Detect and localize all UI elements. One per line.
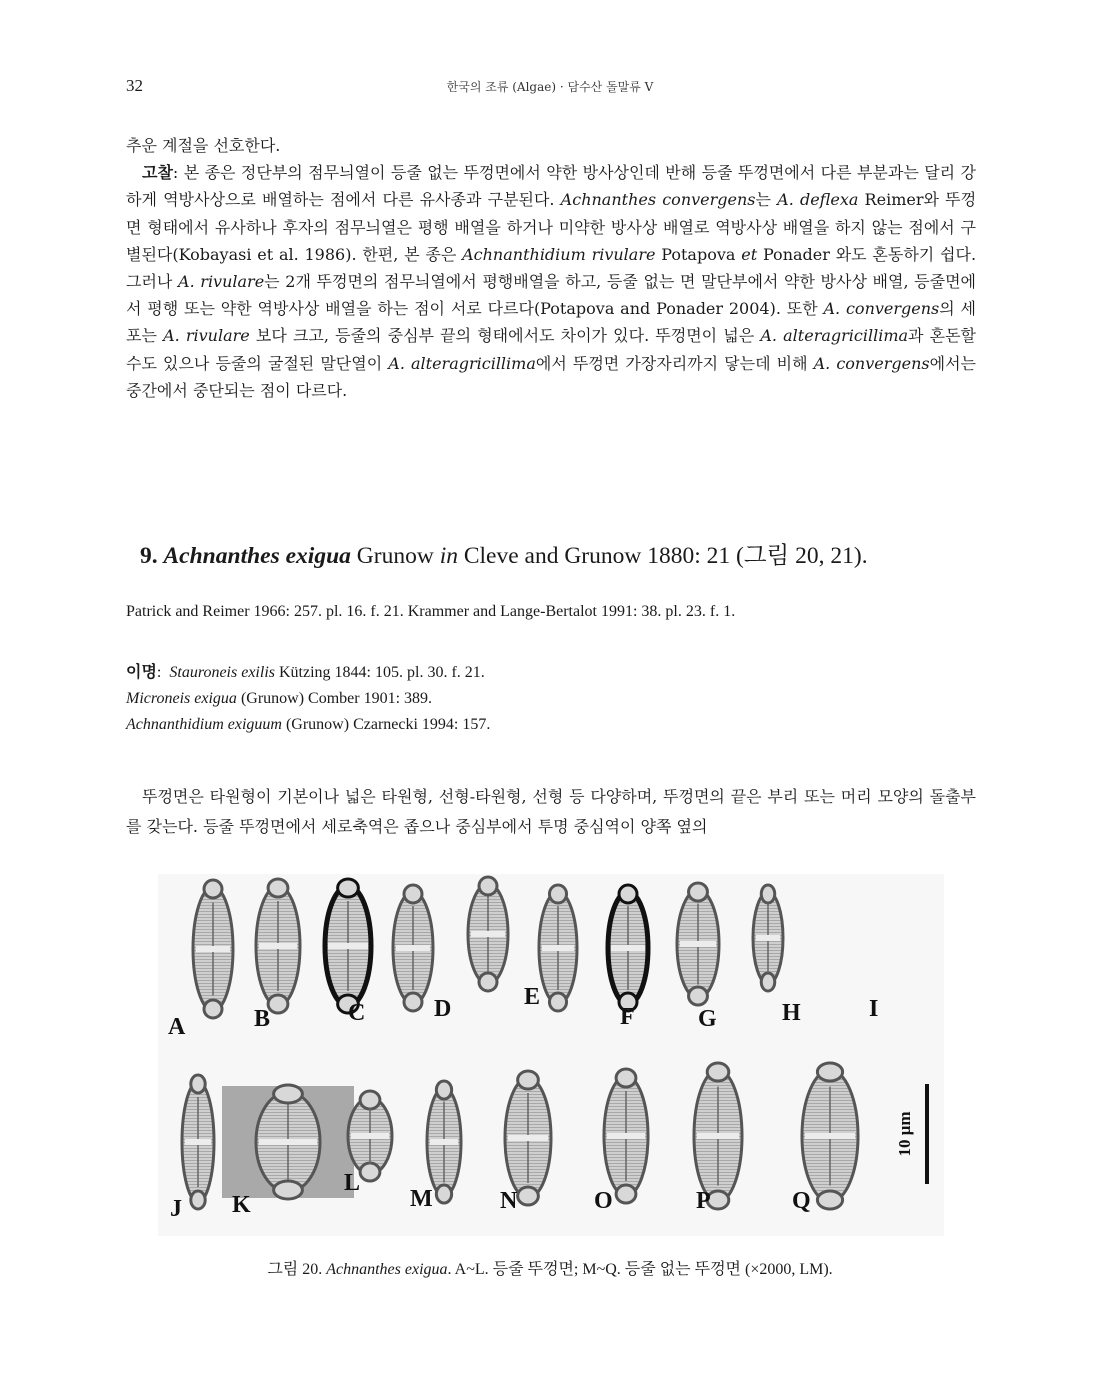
synonym-label: 이명: [126, 664, 157, 681]
valve-apex: [761, 885, 775, 903]
synonym-citation: (Grunow) Czarnecki 1994: 157.: [281, 716, 491, 733]
species-number: 9.: [140, 543, 158, 569]
valve-apex: [204, 1000, 222, 1018]
discussion-label: 고찰: [142, 163, 173, 183]
synonym-row: [126, 686, 490, 712]
panel-label-m: M: [410, 1186, 433, 1212]
discussion-text: 과 혼돈할 수도 있으나 등줄의 굴절된 말단열이: [126, 326, 977, 373]
valve-apex: [549, 993, 566, 1011]
valve-apex: [817, 1191, 842, 1209]
species-heading: [140, 536, 868, 570]
taxon-name: A. alteragricillima: [760, 326, 909, 346]
discussion-text: 는 2개 뚜껑면의 점무늬열에서 평행배열을 하고, 등줄 없는 면 말단부에서 약한 방사상 배열, 등줄면에서 평행 또는 약한 역방사상 배열을 하는 점이 서로 다르다(Potapova and Ponader 2004). 또한: [126, 272, 976, 319]
diatom-cell-a: [193, 880, 233, 1018]
panel-label-k: K: [232, 1192, 251, 1218]
valve-apex: [268, 879, 288, 897]
panel-label-j: J: [170, 1196, 182, 1222]
central-area: [508, 1135, 548, 1141]
panel-label-q: Q: [792, 1188, 811, 1214]
taxon-name: Achnanthidium rivulare: [462, 244, 656, 264]
panel-label-l: L: [344, 1170, 361, 1196]
taxon-name: A. convergens: [823, 299, 940, 319]
synonym-row: 이명: Stauroneis exilis Kützing 1844: 105. pl. 30. f. 21.: [126, 664, 485, 681]
taxon-name: A. deflexa: [777, 190, 859, 210]
valve-apex: [360, 1091, 380, 1109]
synonym-name: Stauroneis exilis: [169, 664, 275, 681]
taxon-name: A. convergens: [813, 353, 930, 373]
valve-apex: [436, 1081, 451, 1099]
discussion-text: Reimer와 뚜껑면 형태에서 유사하나 후자의 점무늬열은 평행 배열을 하거나 미약한 방사상 배열로 역방사상 배열을 하지 않는 점에서 구별된다(Kobayasi et al. 1986). 한편, 본 종은: [126, 190, 977, 264]
discussion-text: Potapova: [655, 244, 742, 264]
synonym-citation: Kützing 1844: 105. pl. 30. f. 21.: [275, 664, 485, 681]
valve-apex: [191, 1075, 205, 1093]
discussion-paragraph: [126, 159, 976, 404]
synonym-citation: (Grunow) Comber 1901: 389.: [236, 690, 433, 707]
diatom-cell-k: [222, 1085, 354, 1199]
taxon-name: A. rivulare: [163, 326, 250, 346]
valve-apex: [616, 1185, 636, 1203]
discussion-text: 의 세포는: [126, 299, 976, 346]
central-area: [471, 931, 505, 937]
valve-apex: [338, 879, 359, 897]
discussion-text: 에서는 중간에서 중단되는 점이 다르다.: [126, 353, 976, 400]
references-line: Patrick and Reimer 1966: 257. pl. 16. f. 21. Krammer and Lange-Bertalot 1991: 38. pl. 23. f. 1.: [126, 603, 736, 620]
figure-caption: [0, 1256, 1100, 1279]
discussion-text: 에서 뚜껑면 가장자리까지 닿는데 비해: [535, 353, 814, 373]
synonym-row: [126, 712, 490, 738]
valve-apex: [274, 1085, 303, 1103]
diatom-cell-m: [427, 1081, 461, 1203]
synonym-name: Microneis exigua: [126, 690, 237, 707]
diatom-figure: [158, 874, 944, 1236]
scale-bar-label: 10 μm: [895, 1111, 914, 1157]
panel-label-b: B: [254, 1006, 271, 1032]
diatom-cell-i: [753, 885, 783, 991]
diatom-cell-g: [608, 885, 648, 1011]
valve-apex: [518, 1071, 539, 1089]
valve-apex: [689, 987, 708, 1005]
caption-text: . A~L. 등줄 뚜껑면; M~Q. 등줄 없는 뚜껑면 (×2000, LM).: [447, 1261, 833, 1278]
central-area: [351, 1133, 389, 1139]
valve-apex: [436, 1185, 451, 1203]
valve-apex: [479, 973, 497, 991]
diatom-cell-f: [539, 885, 577, 1011]
central-area: [259, 1139, 317, 1145]
description-paragraph: 뚜껑면은 타원형이 기본이나 넓은 타원형, 선형-타원형, 선형 등 다양하며, 뚜껑면의 끝은 부리 또는 머리 모양의 돌출부를 갖는다. 등줄 뚜껑면에서 세로축역은 좁으나 중심부에서 투명 중심역이 양쪽 옆의: [126, 787, 976, 836]
central-area: [259, 943, 297, 949]
diatom-cell-j: [182, 1075, 214, 1209]
central-area: [396, 945, 430, 951]
central-area: [607, 1133, 645, 1139]
valve-apex: [274, 1181, 303, 1199]
valve-apex: [707, 1063, 729, 1081]
in-italic: in: [439, 543, 458, 569]
valve-apex: [616, 1069, 636, 1087]
et-italic: et: [741, 244, 758, 264]
central-area: [328, 943, 368, 949]
valve-apex: [761, 973, 775, 991]
panel-label-f: F: [620, 1004, 635, 1030]
taxon-name: Achnanthes convergens: [560, 190, 756, 210]
central-area: [430, 1139, 458, 1145]
discussion-text: 보다 크고, 등줄의 중심부 끝의 형태에서도 차이가 있다. 뚜껑면이 넓은: [249, 326, 761, 346]
central-area: [196, 946, 230, 952]
discussion-text: : 본 종은 정단부의 점무늬열이 등줄 없는 뚜껑면에서 약한 방사상인데 반해 등줄 뚜껑면에서 다른 부분과는 달리 강하게 역방사상으로 배열하는 점에서 다른 유사종과 구분된다.: [126, 163, 976, 210]
species-author: Grunow: [350, 543, 440, 569]
synonyms-block: [126, 660, 490, 738]
intro-continuation: 추운 계절을 선호한다.: [126, 136, 281, 155]
page-number: 32: [126, 76, 143, 95]
valve-apex: [268, 995, 288, 1013]
micrograph-plate: [158, 874, 944, 1236]
panel-label-a: A: [168, 1014, 186, 1040]
central-area: [542, 945, 574, 951]
panel-label-c: C: [348, 1000, 366, 1026]
panel-label-h: H: [782, 1000, 801, 1026]
central-area: [185, 1139, 211, 1145]
description-block: [126, 782, 976, 842]
valve-apex: [204, 880, 222, 898]
panel-label-e: E: [524, 984, 541, 1010]
discussion-text: 는: [755, 190, 778, 210]
central-area: [611, 945, 645, 951]
panel-label-d: D: [434, 996, 452, 1022]
valve-apex: [404, 993, 422, 1011]
valve-apex: [404, 885, 422, 903]
synonym-name: Achnanthidium exiguum: [126, 716, 282, 733]
valve-apex: [817, 1063, 842, 1081]
diatom-cell-c: [325, 879, 371, 1013]
valve-apex: [518, 1187, 539, 1205]
panel-label-n: N: [500, 1188, 518, 1214]
valve-apex: [479, 877, 497, 895]
valve-apex: [191, 1191, 205, 1209]
panel-label-p: P: [696, 1188, 711, 1214]
central-area: [697, 1133, 739, 1139]
central-area: [756, 935, 780, 941]
caption-prefix: 그림 20.: [267, 1261, 327, 1278]
panel-label-i: I: [869, 996, 879, 1022]
valve-apex: [360, 1163, 380, 1181]
running-title: 한국의 조류 (Algae) · 담수산 돌말류 V: [446, 80, 654, 94]
species-name: Achnanthes exigua: [163, 543, 351, 569]
valve-apex: [619, 885, 637, 903]
species-citation: Cleve and Grunow 1880: 21 (그림 20, 21).: [457, 543, 868, 569]
panel-label-o: O: [594, 1188, 613, 1214]
taxon-name: A. alteragricillima: [388, 353, 536, 373]
central-area: [680, 941, 716, 947]
valve-apex: [689, 883, 708, 901]
taxon-name: A. rivulare: [178, 272, 265, 292]
panel-label-g: G: [698, 1006, 717, 1032]
discussion-text: Ponader 와도 혼동하기 쉽다. 그러나: [126, 244, 977, 292]
central-area: [805, 1133, 855, 1139]
discussion-block: [126, 132, 976, 404]
valve-apex: [549, 885, 566, 903]
caption-species: Achnanthes exigua: [326, 1261, 448, 1278]
